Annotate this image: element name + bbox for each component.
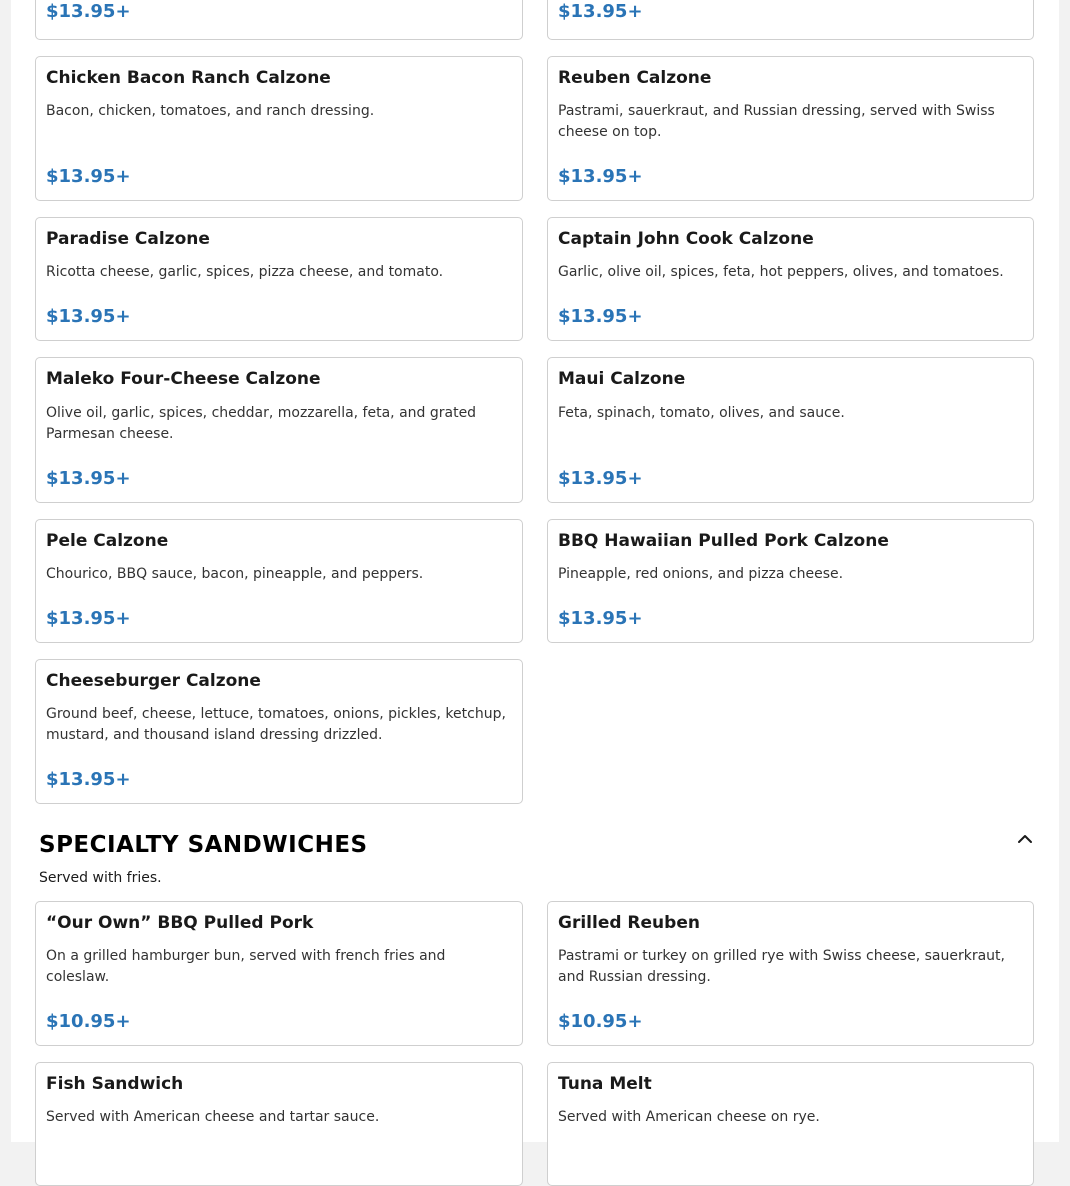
item-description: On a grilled hamburger bun, served with french fries and coleslaw.: [46, 948, 446, 985]
item-price: $13.95+: [558, 468, 643, 489]
item-description: Garlic, olive oil, spices, feta, hot peppers, olives, and tomatoes.: [558, 264, 1004, 280]
item-description: Pineapple, red onions, and pizza cheese.: [558, 566, 844, 582]
item-name: Grilled Reuben: [558, 913, 700, 933]
item-price: $13.95+: [558, 306, 643, 327]
item-description: Ground beef, cheese, lettuce, tomatoes, onions, pickles, ketchup, mustard, and thousand island dressing drizzled.: [46, 706, 506, 743]
item-name: BBQ Hawaiian Pulled Pork Calzone: [558, 531, 889, 551]
item-price: $13.95+: [558, 608, 643, 629]
item-price: $13.95+: [46, 608, 131, 629]
section-note: Served with fries.: [39, 870, 162, 886]
item-description: Ricotta cheese, garlic, spices, pizza cheese, and tomato.: [46, 264, 444, 280]
menu-item-card[interactable]: [35, 659, 523, 804]
item-description: Pastrami or turkey on grilled rye with Swiss cheese, sauerkraut, and Russian dressing.: [558, 948, 1005, 985]
menu-item-card[interactable]: [35, 357, 523, 503]
item-name: Pele Calzone: [46, 531, 169, 551]
menu-item-card[interactable]: [35, 1062, 523, 1186]
item-name: Paradise Calzone: [46, 229, 210, 249]
chevron-up-icon: [1017, 834, 1033, 844]
item-name: Tuna Melt: [558, 1074, 652, 1094]
item-description: Chourico, BBQ sauce, bacon, pineapple, and peppers.: [46, 566, 424, 582]
item-description: Bacon, chicken, tomatoes, and ranch dressing.: [46, 103, 375, 119]
menu-item-card[interactable]: [547, 1062, 1034, 1186]
item-name: Reuben Calzone: [558, 68, 712, 88]
menu-item-card[interactable]: [35, 0, 523, 40]
menu-item-card[interactable]: [35, 217, 523, 341]
item-description: Served with American cheese and tartar sauce.: [46, 1109, 380, 1125]
item-name: Chicken Bacon Ranch Calzone: [46, 68, 331, 88]
item-name: Maleko Four-Cheese Calzone: [46, 369, 321, 389]
menu-item-card[interactable]: [547, 56, 1034, 201]
item-price: $13.95+: [46, 1, 131, 22]
menu-item-card[interactable]: [547, 0, 1034, 40]
item-price: $10.95+: [558, 1011, 643, 1032]
menu-item-card[interactable]: [35, 519, 523, 643]
item-price: $13.95+: [46, 468, 131, 489]
item-name: Captain John Cook Calzone: [558, 229, 814, 249]
item-price: $13.95+: [46, 166, 131, 187]
menu-item-card[interactable]: [35, 56, 523, 201]
item-price: $13.95+: [46, 769, 131, 790]
menu-item-card[interactable]: [547, 357, 1034, 503]
menu-item-card[interactable]: [35, 901, 523, 1046]
item-name: Cheeseburger Calzone: [46, 671, 261, 691]
menu-page: [11, 0, 1059, 1142]
item-name: Fish Sandwich: [46, 1074, 184, 1094]
item-description: Olive oil, garlic, spices, cheddar, mozzarella, feta, and grated Parmesan cheese.: [46, 405, 477, 442]
menu-item-card[interactable]: [547, 217, 1034, 341]
section-collapse-button[interactable]: [1014, 828, 1036, 850]
item-description: Pastrami, sauerkraut, and Russian dressing, served with Swiss cheese on top.: [558, 103, 995, 140]
item-price: $10.95+: [46, 1011, 131, 1032]
item-price: $13.95+: [558, 1, 643, 22]
menu-item-card[interactable]: [547, 901, 1034, 1046]
section-title: SPECIALTY SANDWICHES: [39, 832, 368, 858]
item-name: Maui Calzone: [558, 369, 686, 389]
item-description: Feta, spinach, tomato, olives, and sauce.: [558, 405, 845, 421]
item-name: “Our Own” BBQ Pulled Pork: [46, 913, 314, 933]
item-description: Served with American cheese on rye.: [558, 1109, 820, 1125]
item-price: $13.95+: [558, 166, 643, 187]
item-price: $13.95+: [46, 306, 131, 327]
menu-item-card[interactable]: [547, 519, 1034, 643]
